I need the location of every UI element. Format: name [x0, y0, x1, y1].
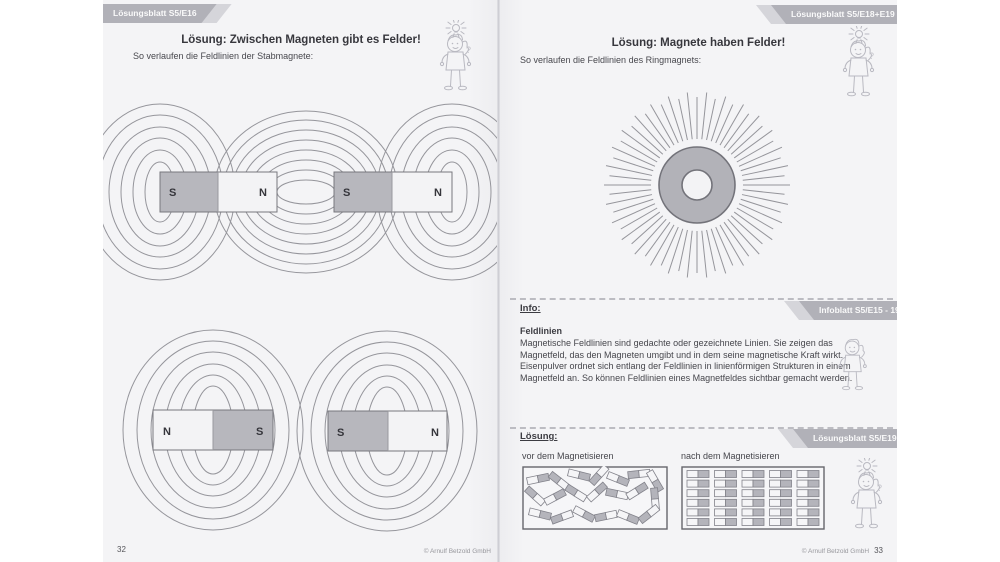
svg-text:?: ?: [466, 45, 472, 55]
pole-label-s: S: [343, 187, 351, 199]
right-page-header-tab: [771, 5, 897, 24]
bar-magnet-3: [153, 410, 273, 450]
right-page: [500, 0, 900, 562]
info-line-3: Eisenpulver ordnet sich entlang der Feldlinien in linienförmigen Strukturen in einem: [520, 361, 851, 371]
left-page: [103, 0, 499, 562]
bar-magnet-2: [334, 172, 452, 212]
info-paragraph: [520, 338, 852, 384]
pole-label-n: N: [431, 427, 439, 439]
info-line-2: Magnetfeld, das den Magneten umgibt und in dem seine magnetische Kraft wirkt.: [520, 349, 844, 360]
pole-label-s: S: [337, 427, 345, 439]
info-subheading: Feldlinien: [520, 326, 563, 336]
infoblatt-tab: [799, 301, 900, 320]
svg-text:?: ?: [869, 51, 875, 61]
pole-label-n: N: [259, 187, 267, 199]
character-boy-icon: [832, 326, 874, 410]
before-magnetising-box: [522, 466, 668, 530]
copyright-note: © Arnulf Betzold GmbH: [423, 548, 491, 555]
solution-heading: Lösung:: [520, 431, 558, 442]
left-page-tab-label: Lösungsblatt S5/E16: [113, 8, 197, 18]
after-magnetising-box: [681, 466, 825, 530]
pole-label-s: S: [169, 187, 177, 199]
bar-magnets-single-field-diagram: [103, 318, 499, 546]
loesungsblatt-tab-label: Lösungsblatt S5/E19: [813, 433, 897, 443]
left-page-title: Lösung: Zwischen Magneten gibt es Felder!: [181, 33, 421, 46]
dashed-separator: [510, 298, 893, 300]
right-page-tab-label: Lösungsblatt S5/E18+E19: [791, 9, 895, 19]
page-number: 32: [117, 545, 126, 554]
bar-magnet-4: [328, 411, 447, 451]
info-line-4: Magnetfeld an. So können Feldlinien eines Magnetfeldes sichtbar gemacht werden.: [520, 372, 853, 383]
loesungsblatt-tab: [793, 429, 897, 448]
ring-magnet-diagram: [500, 88, 897, 284]
svg-text:?: ?: [877, 483, 883, 493]
bar-magnets-attraction-diagram: [103, 95, 499, 291]
page-number: 33: [874, 546, 883, 555]
after-magnetising-label: nach dem Magnetisieren: [681, 451, 780, 461]
before-magnetising-label: vor dem Magnetisieren: [522, 451, 614, 461]
info-heading: Info:: [520, 303, 541, 314]
left-page-subtitle: So verlaufen die Feldlinien der Stabmagnete:: [133, 51, 314, 61]
left-page-header-tab: [103, 4, 217, 23]
copyright-note: [802, 546, 883, 555]
pole-label-n: N: [434, 187, 442, 199]
ring-magnet-hole: [682, 170, 712, 200]
character-girl-lightbulb-icon: [844, 458, 890, 550]
pole-label-s: S: [256, 426, 264, 438]
pole-label-n: N: [163, 426, 171, 438]
info-line-1: Magnetische Feldlinien sind gedachte oder gezeichnete Linien. Sie zeigen das: [520, 338, 833, 348]
book-spine-gutter: [497, 0, 500, 562]
bar-magnet-1: [160, 172, 277, 212]
infoblatt-tab-label: Infoblatt S5/E15 - 19: [819, 305, 900, 315]
copyright-text: © Arnulf Betzold GmbH: [801, 548, 870, 555]
right-page-title: Lösung: Magnete haben Felder!: [611, 36, 786, 49]
right-page-subtitle: So verlaufen die Feldlinien des Ringmagnets:: [520, 55, 702, 65]
